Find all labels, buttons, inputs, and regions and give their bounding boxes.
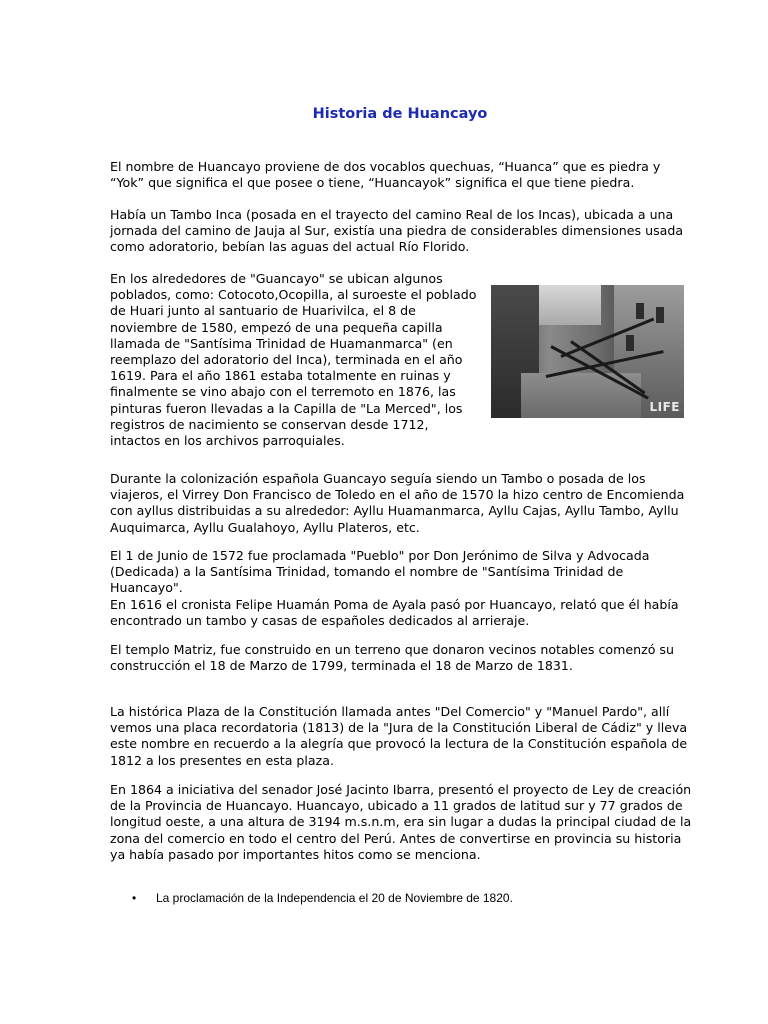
paragraph-chronicler-text: En 1616 el cronista Felipe Huamán Poma de Ayala pasó por Huancayo, relató que él había encontrado un tambo y casas de españoles dedicados al arrieraje. (110, 596, 679, 628)
paragraph-proclamation-text: El 1 de Junio de 1572 fue proclamada "Pueblo" por Don Jerónimo de Silva y Advocada (Dedicada) a la Santísima Trinidad, tomando el nombre de "Santísima Trinidad de Huancayo". (110, 548, 650, 596)
life-logo: LIFE (649, 399, 680, 414)
paragraph-surroundings-text: En los alrededores de "Guancayo" se ubican algunos poblados, como: Cotocoto,Ocopilla, al suroeste el poblado de Huari junto al santuario de Huarivilca, el 8 de noviembre de 1580, empezó de una pequeña capilla llamada de "Santísima Trinidad de Huamanmarca" (en reemplazo del adoratorio del Inca), terminada en el año 1619. Para el año 1861 estaba totalmente en ruinas y finalmente se vino abajo con el terremoto en 1876, las pinturas fueron llevadas a la Capilla de "La Merced", los registros de nacimiento se conservan desde 1712, intactos en los archivos parroquiales. (110, 271, 477, 449)
paragraph-plaza-constitucion: La histórica Plaza de la Constitución llamada antes "Del Comercio" y "Manuel Pardo", allí vemos una placa recordatoria (1813) de la "Jura de la Constitución Liberal de Cádiz" y lleva este nombre en recuerdo a la alegría que provocó la lectura de la Constitución española de 1812 a los presentes en esta plaza. (110, 704, 688, 768)
list-item (110, 890, 513, 906)
page-title: Historia de Huancayo (312, 106, 488, 122)
paragraph-province-creation: En 1864 a iniciativa del senador José Jacinto Ibarra, presentó el proyecto de Ley de creación de la Provincia de Huancayo. Huancayo, ubicado a 11 grados de latitud sur y 77 grados de longitud oeste, a una altura de 3194 m.s.n.m, era sin lugar a dudas la principal ciudad de la zona del comercio en todo el centro del Perú. Antes de convertirse en provincia su historia ya había pasado por importantes hitos como se menciona. (110, 782, 692, 862)
paragraph-templo-matriz: El templo Matriz, fue construido en un terreno que donaron vecinos notables comenzó su construcción el 18 de Marzo de 1799, terminada el 18 de Marzo de 1831. (110, 642, 674, 674)
historic-street-photo (491, 285, 684, 418)
paragraph-proclamation (110, 548, 692, 629)
paragraph-surroundings (110, 271, 692, 449)
paragraph-name-origin: El nombre de Huancayo proviene de dos vocablos quechuas, “Huanca” que es piedra y “Yok” que significa el que posee o tiene, “Huancayok” significa el que tiene piedra. (110, 159, 661, 191)
paragraph-tambo-inca: Había un Tambo Inca (posada en el trayecto del camino Real de los Incas), ubicada a una jornada del camino de Jauja al Sur, existía una piedra de considerables dimensiones usada como adoratorio, bebían las aguas del actual Río Florido. (110, 207, 684, 255)
milestones-list (110, 890, 513, 906)
list-item-text: La proclamación de la Independencia el 20 de Noviembre de 1820. (156, 891, 513, 905)
bullet-icon: • (132, 891, 137, 905)
paragraph-colonization: Durante la colonización española Guancayo seguía siendo un Tambo o posada de los viajeros, el Virrey Don Francisco de Toledo en el año de 1570 la hizo centro de Encomienda con ayllus distribuidas a su alrededor: Ayllu Huamanmarca, Ayllu Cajas, Ayllu Tambo, Ayllu Auquimarca, Ayllu Gualahoyo, Ayllu Plateros, etc. (110, 471, 685, 535)
